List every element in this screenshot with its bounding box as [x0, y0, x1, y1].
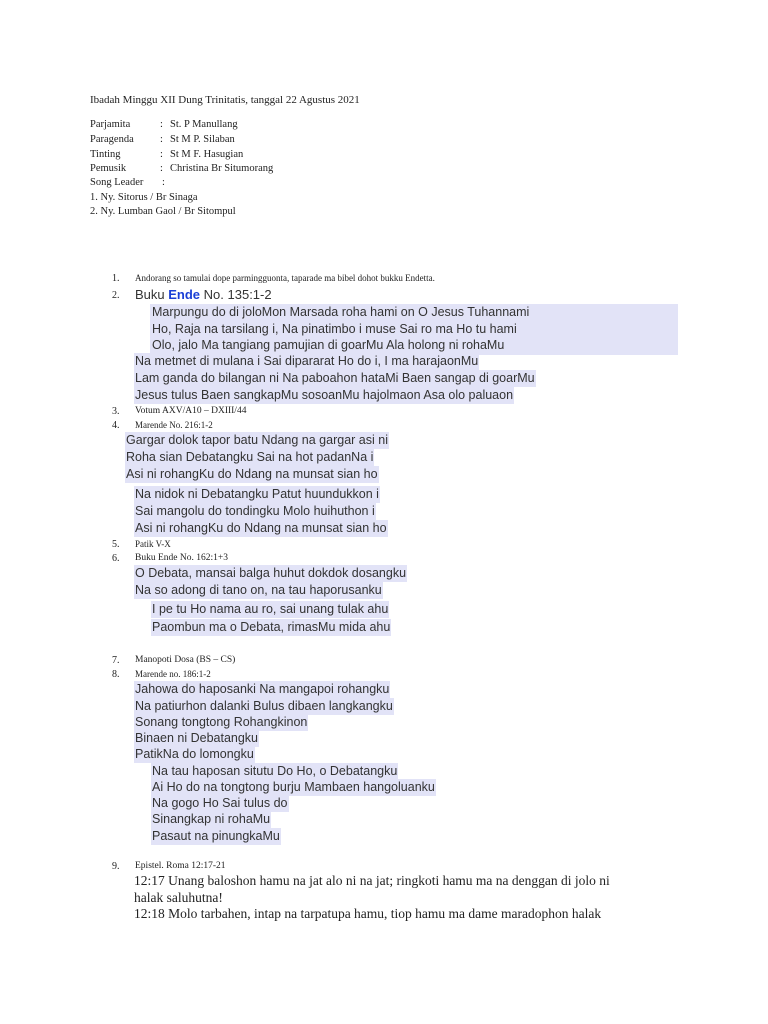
song-line: Paombun ma o Debata, rimasMu mida ahu: [152, 620, 391, 634]
role-colon: :: [160, 134, 163, 145]
item-number: 6.: [112, 553, 120, 564]
role-colon: :: [162, 177, 165, 188]
song-line: Na nidok ni Debatangku Patut huundukkon i: [135, 487, 379, 501]
item-text: Marende No. 216:1-2: [135, 420, 213, 430]
item-title-text: No. 135:1-2: [200, 287, 272, 302]
item-number: 3.: [112, 406, 120, 417]
item-text: Andorang so tamulai dope parmingguonta, taparade ma bibel dohot bukku Endetta.: [135, 273, 435, 283]
song-line: Sonang tongtong Rohangkinon: [135, 715, 308, 729]
page-title: Ibadah Minggu XII Dung Trinitatis, tanggal 22 Agustus 2021: [90, 94, 360, 106]
song-line: O Debata, mansai balga huhut dokdok dosangku: [135, 566, 407, 580]
role-colon: :: [160, 149, 163, 160]
song-line: Marpungu do di joloMon Marsada roha hami on O Jesus Tuhannami: [152, 305, 530, 319]
song-line: Sinangkap ni rohaMu: [152, 812, 271, 826]
song-line: Na patiurhon dalanki Bulus dibaen langkangku: [135, 699, 393, 713]
song-line: Asi ni rohangKu do Ndang na munsat sian ho: [126, 467, 378, 481]
song-line: Na so adong di tano on, na tau haporusanku: [135, 583, 382, 597]
song-line: Sai mangolu do tondingku Molo huihuthon i: [135, 504, 375, 518]
song-line: I pe tu Ho nama au ro, sai unang tulak ahu: [152, 602, 389, 616]
item-number: 2.: [112, 290, 120, 301]
song-leader-item: 2. Ny. Lumban Gaol / Br Sitompul: [90, 206, 236, 217]
epistle-line: halak saluhutna!: [134, 890, 223, 905]
role-value: St. P Manullang: [170, 119, 238, 130]
song-line: Jahowa do haposanki Na mangapoi rohangku: [135, 682, 390, 696]
item-number: 4.: [112, 420, 120, 431]
item-text: Epistel. Roma 12:17-21: [135, 861, 226, 871]
song-line: Jesus tulus Baen sangkapMu sosoanMu hajolmaon Asa olo paluaon: [135, 388, 514, 402]
role-value: St M F. Hasugian: [170, 149, 244, 160]
ende-link[interactable]: Ende: [168, 287, 201, 302]
item-title-text: Buku: [135, 287, 169, 302]
role-colon: :: [160, 163, 163, 174]
song-line: Na metmet di mulana i Sai dipararat Ho do i, I ma harajaonMu: [135, 354, 479, 368]
item-title-buku-ende: [135, 287, 272, 302]
item-text: Votum AXV/A10 – DXIII/44: [135, 406, 247, 416]
item-number: 1.: [112, 273, 120, 284]
song-line: Gargar dolok tapor batu Ndang na gargar asi ni: [126, 433, 388, 447]
song-line: Pasaut na pinungkaMu: [152, 829, 280, 843]
role-label: Paragenda: [90, 134, 134, 145]
song-line: Olo, jalo Ma tangiang pamujian di goarMu Ala holong ni rohaMu: [152, 338, 505, 352]
role-label: Tinting: [90, 149, 121, 160]
song-line: Asi ni rohangKu do Ndang na munsat sian ho: [135, 521, 387, 535]
role-label: Song Leader: [90, 177, 144, 188]
item-text: Marende no. 186:1-2: [135, 669, 211, 679]
song-line: Binaen ni Debatangku: [135, 731, 259, 745]
role-value: Christina Br Situmorang: [170, 163, 274, 174]
role-value: St M P. Silaban: [170, 134, 235, 145]
epistle-line: 12:17 Unang baloshon hamu na jat alo ni na jat; ringkoti hamu ma na denggan di jolo ni: [134, 873, 610, 888]
item-text: Manopoti Dosa (BS – CS): [135, 655, 236, 665]
song-line: Ai Ho do na tongtong burju Mambaen hangoluanku: [152, 780, 435, 794]
song-line: Ho, Raja na tarsilang i, Na pinatimbo i muse Sai ro ma Ho tu hami: [152, 322, 517, 336]
song-line: Na gogo Ho Sai tulus do: [152, 796, 288, 810]
role-label: Parjamita: [90, 119, 131, 130]
item-text: Buku Ende No. 162:1+3: [135, 553, 228, 563]
item-number: 7.: [112, 655, 120, 666]
item-number: 5.: [112, 539, 120, 550]
song-line: PatikNa do lomongku: [135, 747, 254, 761]
item-number: 8.: [112, 669, 120, 680]
epistle-line: 12:18 Molo tarbahen, intap na tarpatupa hamu, tiop hamu ma dame maradophon halak: [134, 906, 602, 921]
song-leader-item: 1. Ny. Sitorus / Br Sinaga: [90, 192, 198, 203]
role-colon: :: [160, 119, 163, 130]
song-line: Lam ganda do bilangan ni Na paboahon hataMi Baen sangap di goarMu: [135, 371, 535, 385]
song-line: Roha sian Debatangku Sai na hot padanNa i: [126, 450, 374, 464]
item-text: Patik V-X: [135, 539, 171, 549]
role-label: Pemusik: [90, 163, 127, 174]
item-number: 9.: [112, 861, 120, 872]
song-line: Na tau haposan situtu Do Ho, o Debatangku: [152, 764, 398, 778]
